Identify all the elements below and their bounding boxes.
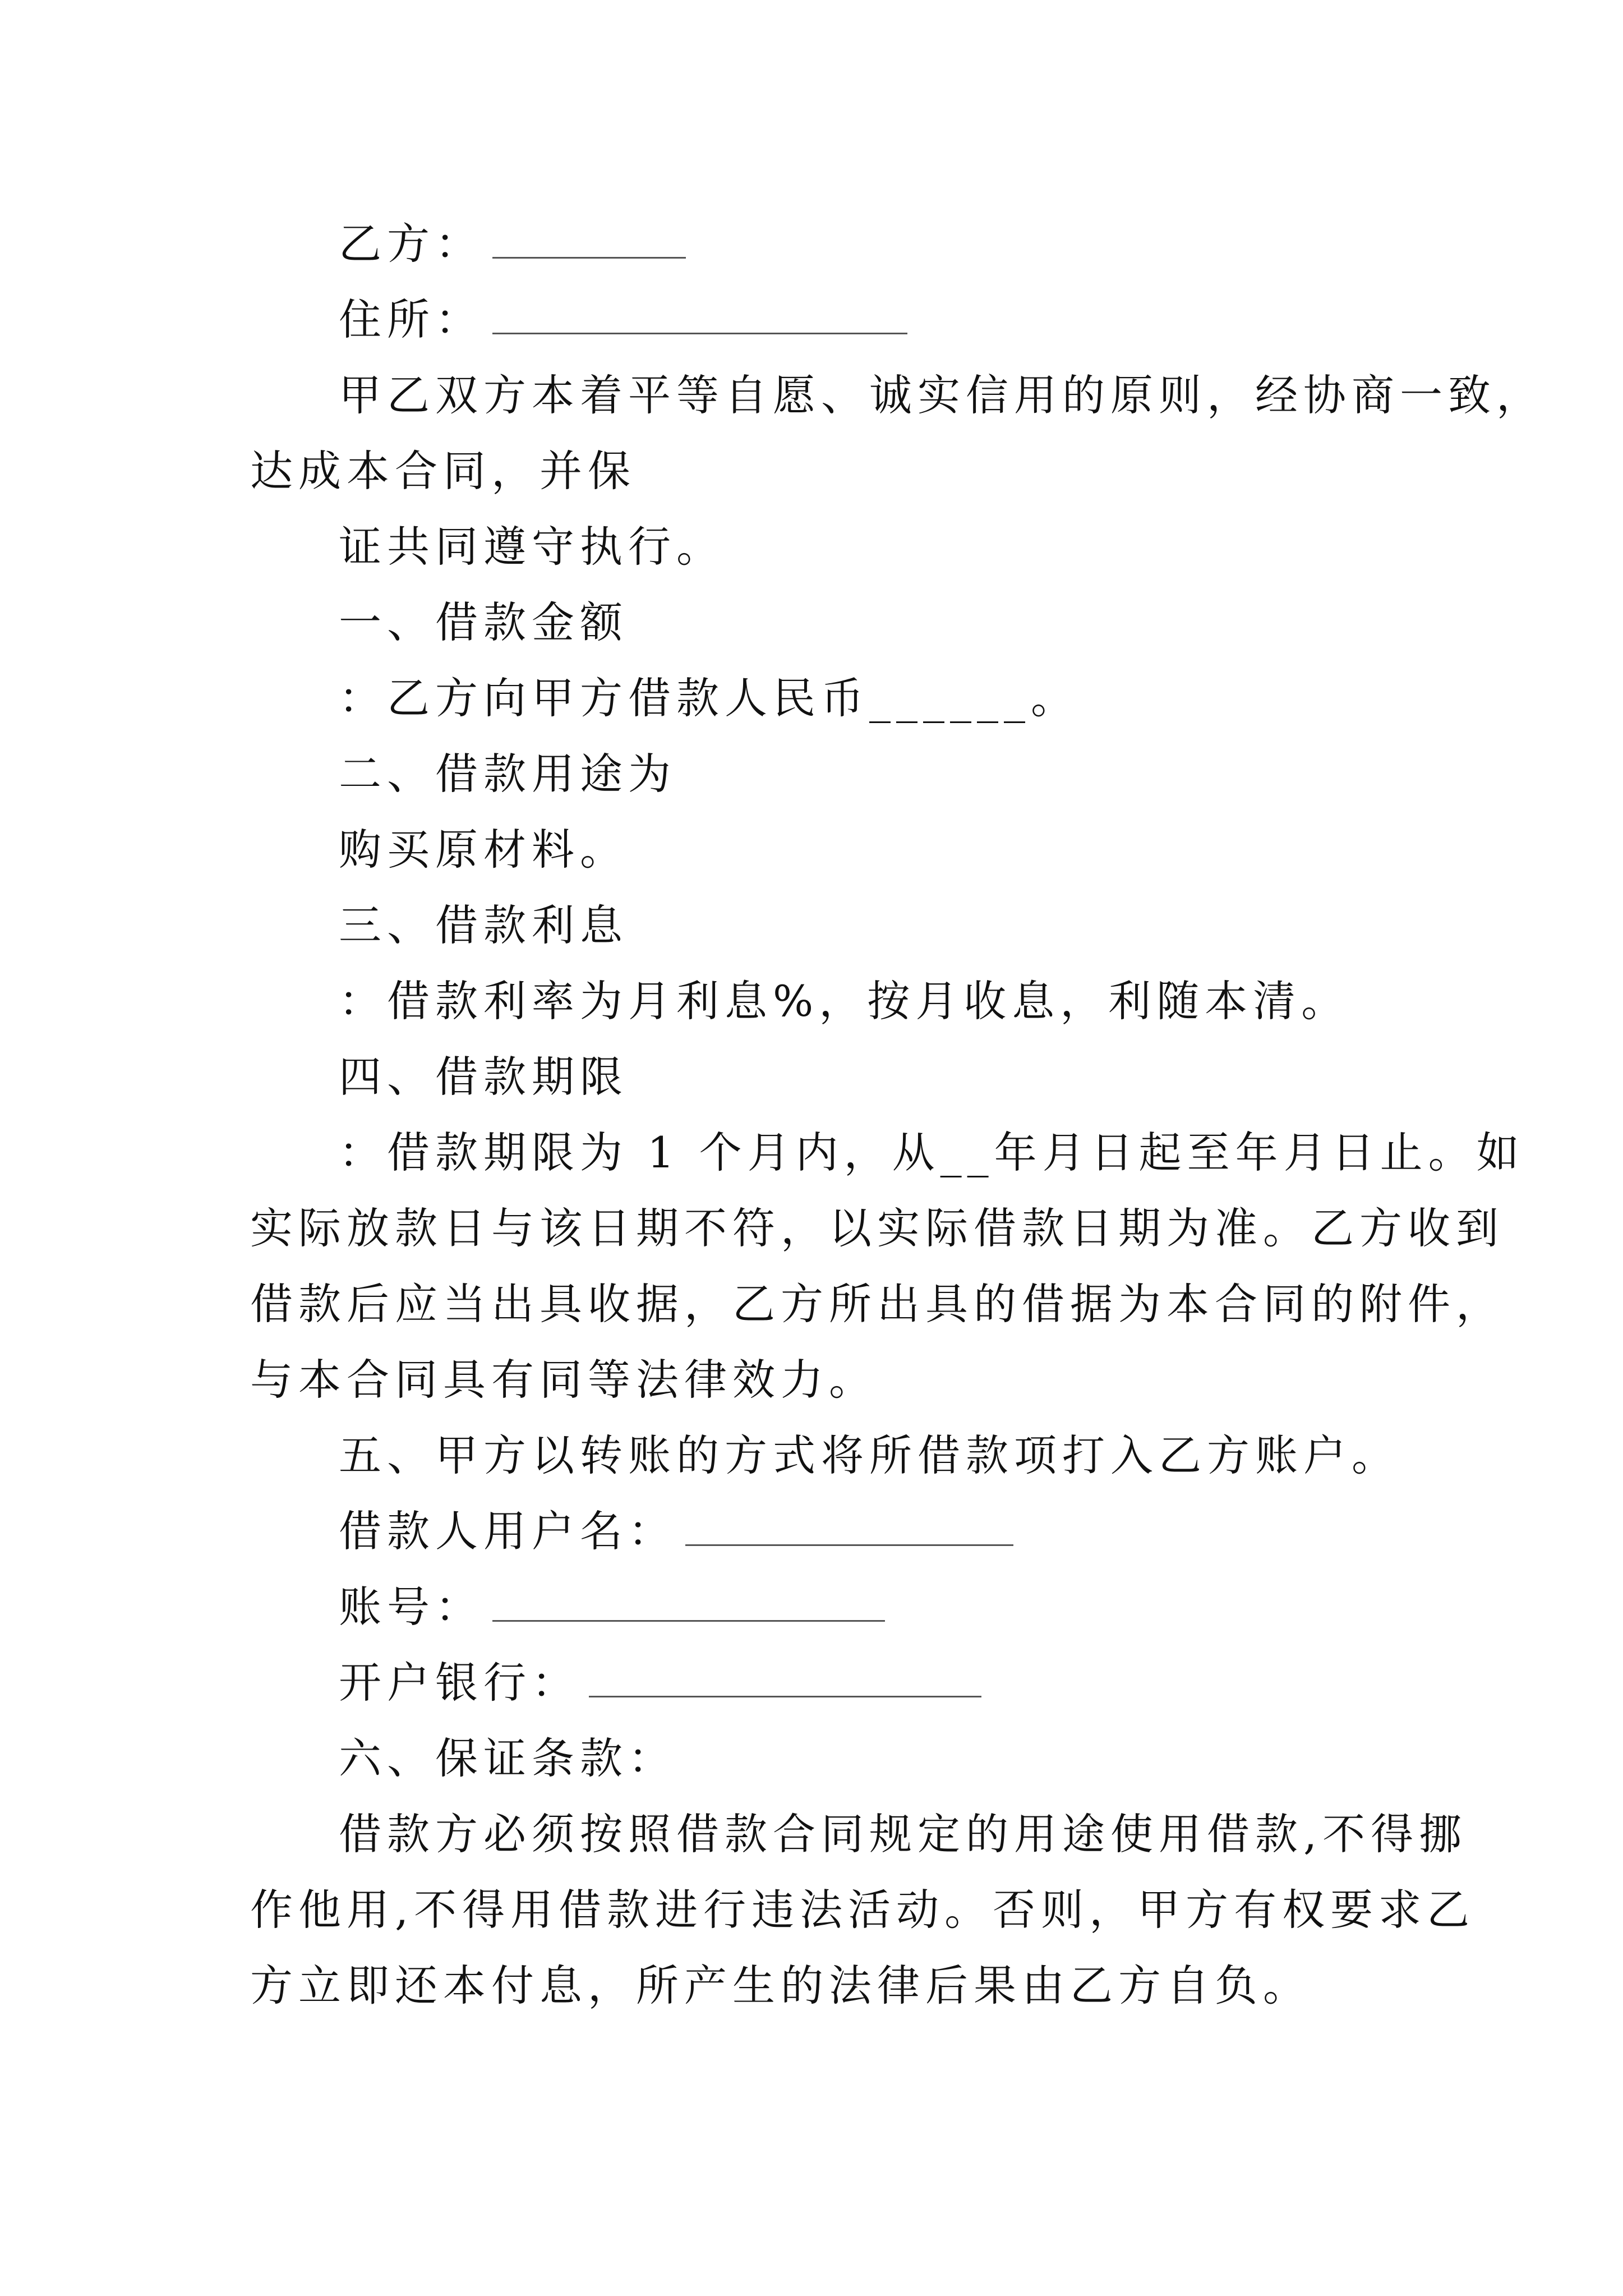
- party-b-label: 乙方：: [339, 219, 483, 269]
- section-2-body: 购买原材料。: [339, 825, 628, 875]
- bank-line: [339, 1655, 981, 1711]
- bank-blank: [589, 1661, 981, 1697]
- section-3-heading: 三、借款利息: [339, 900, 628, 950]
- section-3-body: ：借款利率为月利息%，按月收息，利随本清。: [339, 976, 1350, 1026]
- party-b-line: [339, 216, 686, 272]
- bank-label: 开户银行：: [339, 1658, 580, 1708]
- section-4-heading: 四、借款期限: [339, 1052, 628, 1102]
- section-4-body-line-1: ：借款期限为 1 个月内，从__年月日起至年月日止。如: [339, 1128, 1525, 1177]
- account-name-label: 借款人用户名：: [339, 1506, 676, 1556]
- account-number-label: 账号：: [339, 1582, 483, 1632]
- section-1-body: ：乙方向甲方借款人民币______。: [339, 673, 1079, 723]
- party-b-blank: [492, 222, 686, 259]
- section-4-body-line-4: 与本合同具有同等法律效力。: [250, 1355, 877, 1405]
- address-blank: [492, 298, 907, 334]
- preamble-line-2: 达成本合同，并保: [250, 446, 636, 496]
- section-4-body-line-3: 借款后应当出具收据，乙方所出具的借据为本合同的附件，: [250, 1279, 1504, 1329]
- section-6-body-line-1: 借款方必须按照借款合同规定的用途使用借款,不得挪: [339, 1809, 1468, 1859]
- section-2-heading: 二、借款用途为: [339, 749, 676, 799]
- section-6-body-line-2: 作他用,不得用借款进行违法活动。否则，甲方有权要求乙: [250, 1885, 1476, 1935]
- section-5-heading: 五、甲方以转账的方式将所借款项打入乙方账户。: [339, 1430, 1400, 1480]
- section-6-heading: 六、保证条款：: [339, 1733, 676, 1783]
- preamble-line-3: 证共同遵守执行。: [339, 522, 725, 572]
- account-number-blank: [492, 1585, 885, 1622]
- section-1-heading: 一、借款金额: [339, 597, 628, 647]
- account-name-line: [339, 1503, 1013, 1559]
- address-label: 住所：: [339, 295, 483, 344]
- section-6-body-line-3: 方立即还本付息，所产生的法律后果由乙方自负。: [250, 1961, 1311, 2010]
- preamble-line-1: 甲乙双方本着平等自愿、诚实信用的原则，经协商一致，: [339, 370, 1544, 420]
- account-name-blank: [685, 1510, 1013, 1546]
- section-4-body-line-2: 实际放款日与该日期不符，以实际借款日期为准。乙方收到: [250, 1203, 1504, 1253]
- account-number-line: [339, 1579, 885, 1635]
- address-line: [339, 292, 907, 348]
